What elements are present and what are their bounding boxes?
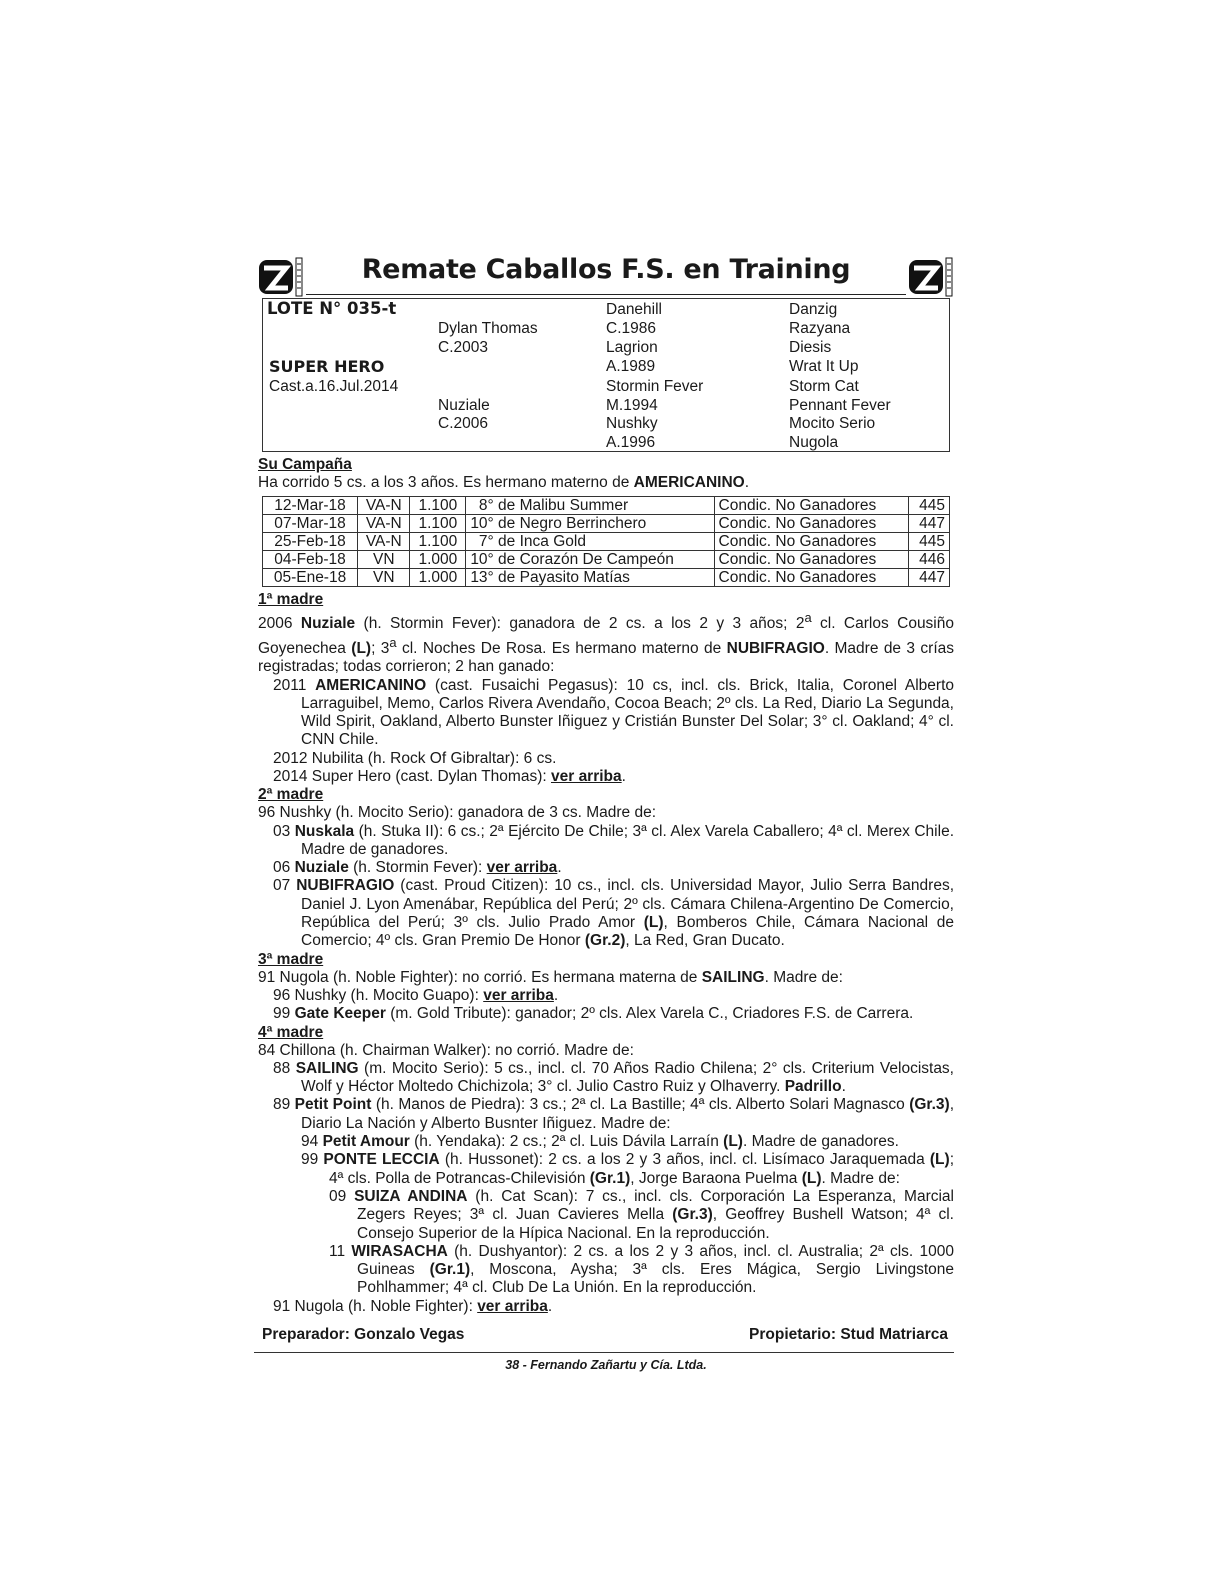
race-result: 13° de Payasito Matías [466, 569, 714, 587]
madre4-grand-offspring-1 [258, 1133, 954, 1151]
t: Padrillo [784, 1078, 842, 1096]
race-record-table [262, 496, 950, 587]
t: (Gr.2) [584, 932, 626, 950]
race-distance: 1.000 [410, 551, 466, 569]
t: 09 [329, 1187, 355, 1205]
t: (cast. Proud Citizen): 10 cs., incl. cls. Universidad Mayor, Julio Serra Bandres, Daniel J. Lyon Amenábar, República del Perú; 2º cls. Cámara Chilena-Argentino De Comercio, República del Perú; 3º cls. Julio Prado Amor [301, 877, 954, 932]
madre2-offspring-1 [258, 823, 954, 860]
t: (Gr.1) [589, 1169, 631, 1187]
race-distance: 1.100 [410, 515, 466, 533]
t: 91 Nugola (h. Noble Fighter): no corrió. Es hermana materna de [258, 968, 702, 986]
pedigree-gen2: M.1994 [606, 397, 658, 414]
t: (Gr.3) [909, 1096, 950, 1114]
madre1-paragraph [258, 609, 954, 676]
t: Petit Point [294, 1096, 372, 1114]
madre2-offspring-3 [258, 877, 954, 950]
t: , Diario La Nación y Alberto Busnter Iñiguez. Madre de: [301, 1096, 954, 1132]
t: Nuziale [300, 615, 356, 633]
propietario: Propietario: Stud Matriarca [749, 1326, 948, 1343]
race-track: VN [358, 569, 410, 587]
race-condition: Condic. No Ganadores [714, 533, 909, 551]
race-condition: Condic. No Ganadores [714, 515, 909, 533]
race-result: 7° de Inca Gold [466, 533, 714, 551]
t: ; 3 [371, 639, 390, 657]
race-row [263, 551, 950, 569]
t: 99 [301, 1151, 324, 1169]
t: . [547, 1297, 553, 1315]
race-result: 10° de Corazón De Campeón [466, 551, 714, 569]
dam-name: Nuziale [438, 397, 490, 414]
sire-name: Dylan Thomas [438, 320, 538, 337]
pedigree-gen2: Stormin Fever [606, 378, 704, 395]
t: SAILING [701, 968, 765, 986]
pedigree-gen3: Wrat It Up [789, 358, 859, 375]
pedigree-gen2: Danehill [606, 301, 663, 318]
t: 94 [301, 1133, 323, 1151]
footer-rule [254, 1352, 954, 1353]
preparador: Preparador: Gonzalo Vegas [262, 1326, 465, 1343]
madre2-offspring-2 [258, 859, 954, 877]
race-condition: Condic. No Ganadores [714, 551, 909, 569]
pedigree-gen2: C.1986 [606, 320, 656, 337]
t: 2014 Super Hero (cast. Dylan Thomas): [273, 767, 551, 785]
race-weight: 447 [909, 569, 950, 587]
section-heading-madre3: 3ª madre [258, 950, 324, 968]
page-title: Remate Caballos F.S. en Training [361, 254, 851, 285]
madre1-offspring-3 [258, 768, 954, 786]
race-date: 07-Mar-18 [263, 515, 358, 533]
pedigree-box [262, 298, 950, 452]
t: (L) [351, 639, 372, 657]
ver-arriba-link[interactable]: ver arriba [477, 1297, 548, 1315]
madre3-intro [258, 969, 954, 987]
race-result: 10° de Negro Berrinchero [466, 515, 714, 533]
t: (h. Yendaka): 2 cs.; 2ª cl. Luis Dávila Larraín [409, 1133, 724, 1151]
t: 06 [273, 859, 295, 877]
t: a [389, 634, 397, 650]
madre4-grand-offspring-2 [258, 1151, 954, 1188]
t: SUIZA ANDINA [354, 1187, 468, 1205]
section-heading-madre2: 2ª madre [258, 786, 324, 804]
pedigree-gen3: Danzig [789, 301, 838, 318]
t: 89 [273, 1096, 295, 1114]
ver-arriba-link[interactable]: ver arriba [550, 767, 622, 785]
race-weight: 445 [909, 533, 950, 551]
madre4-offspring-1 [258, 1060, 954, 1097]
t: . Madre de ganadores. [742, 1133, 899, 1151]
t: (h. Dushyantor): 2 cs. a los 2 y 3 años, incl. cl. Australia; 2ª cls. 1000 Guineas [357, 1242, 954, 1279]
t: ; 4ª cls. Polla de Potrancas-Chilevisión [329, 1151, 954, 1187]
t: . Madre de: [764, 968, 843, 986]
campana-summary-bold: AMERICANINO [633, 474, 745, 491]
t: 2011 [273, 676, 316, 694]
pedigree-gen2: A.1989 [606, 358, 656, 375]
t: 88 [273, 1059, 296, 1077]
t: , Moscona, Aysha; 3ª cls. Eres Mágica, Sergio Livingstone Pohlhammer; 4ª cl. Club De La Unión. En la reproducción. [357, 1261, 954, 1297]
t: . Madre de: [821, 1169, 900, 1187]
t: 03 [273, 822, 295, 840]
t: PONTE LECCIA [323, 1151, 440, 1169]
t: SAILING [295, 1059, 359, 1077]
t: NUBIFRAGIO [296, 877, 395, 895]
t: , La Red, Gran Ducato. [625, 932, 785, 950]
madre2-intro: 96 Nushky (h. Mocito Serio): ganadora de 3 cs. Madre de: [258, 804, 657, 822]
page-header [258, 252, 954, 298]
t: , Jorge Baraona Puelma [630, 1169, 802, 1187]
horse-info: Cast.a.16.Jul.2014 [269, 378, 399, 395]
t: (Gr.3) [672, 1206, 713, 1224]
t: (L) [929, 1151, 950, 1169]
race-condition: Condic. No Ganadores [714, 569, 909, 587]
race-row [263, 515, 950, 533]
t: AMERICANINO [315, 676, 427, 694]
ver-arriba-link[interactable]: ver arriba [483, 986, 554, 1004]
title-rule [306, 294, 906, 295]
race-date: 04-Feb-18 [263, 551, 358, 569]
madre4-offspring-3 [258, 1298, 954, 1316]
pedigree-gen3: Nugola [789, 434, 839, 451]
t: . [557, 859, 562, 877]
t: . [553, 986, 559, 1004]
page-footnote: 38 - Fernando Zañartu y Cía. Ltda. [505, 1358, 707, 1372]
race-weight: 447 [909, 515, 950, 533]
race-distance: 1.000 [410, 569, 466, 587]
madre3-offspring-2 [258, 1005, 954, 1023]
t: (h. Stormin Fever): ganadora de 2 cs. a los 2 y 3 años; 2 [355, 615, 805, 633]
madre3-offspring-1 [258, 987, 954, 1005]
dam-info: C.2006 [438, 415, 488, 432]
section-heading-madre1: 1ª madre [258, 591, 324, 609]
t: (h. Stormin Fever): [348, 859, 487, 877]
fz-logo-left [258, 256, 304, 298]
t: (m. Mocito Serio): 5 cs., incl. cl. 70 Años Radio Chilena; 2° cls. Criterium Velocistas, Wolf y Héctor Moltedo Chichizola; 3° cl. Julio Castro Ruiz y Olhaverry. [301, 1059, 954, 1096]
madre4-intro: 84 Chillona (h. Chairman Walker): no corrió. Madre de: [258, 1041, 634, 1059]
t: cl. Noches De Rosa. Es hermano materno de [396, 639, 727, 657]
race-track: VA-N [358, 533, 410, 551]
race-date: 12-Mar-18 [263, 497, 358, 515]
pedigree-gen2: Nushky [606, 415, 658, 432]
race-weight: 445 [909, 497, 950, 515]
campana-summary-end: . [744, 474, 750, 491]
pedigree-gen3: Diesis [789, 339, 832, 356]
race-distance: 1.100 [410, 497, 466, 515]
madre4-offspring-2 [258, 1096, 954, 1133]
madre4-great-offspring-2 [258, 1243, 954, 1298]
t: Nuziale [294, 859, 349, 877]
race-distance: 1.100 [410, 533, 466, 551]
race-date: 25-Feb-18 [263, 533, 358, 551]
t: (cast. Fusaichi Pegasus): 10 cs, incl. cls. Brick, Italia, Coronel Alberto Larraguibel, Memo, Carlos Rivera Avendaño, Cocoa Beach; 2º cls. La Red, Diario La Segunda, Wild Spirit, Oakland, Alberto Bunster Iñiguez y Cristián Bunster Del Solar; 3° cl. Oakland; 4° cl. CNN Chile. [301, 676, 955, 749]
t: 07 [273, 877, 297, 895]
campana-summary-text: Ha corrido 5 cs. a los 3 años. Es hermano materno de [258, 474, 634, 491]
t: 11 [329, 1242, 352, 1260]
t: (m. Gold Tribute): ganador; 2º cls. Alex Varela C., Criadores F.S. de Carrera. [385, 1005, 914, 1023]
t: 91 Nugola (h. Noble Fighter): [273, 1297, 478, 1315]
horse-name: SUPER HERO [269, 357, 385, 376]
footer-credits [258, 1326, 954, 1350]
fz-logo-right [908, 256, 954, 298]
madre4-great-offspring-1 [258, 1188, 954, 1243]
sire-info: C.2003 [438, 339, 488, 356]
t: . Madre de 3 crías registradas; todas corrieron; 2 han ganado: [258, 639, 955, 676]
t: (Gr.1) [429, 1261, 471, 1279]
race-condition: Condic. No Ganadores [714, 497, 909, 515]
t: a [804, 610, 812, 626]
t: 96 Nushky (h. Mocito Guapo): [273, 986, 484, 1004]
ver-arriba-link[interactable]: ver arriba [486, 859, 558, 877]
pedigree-gen3: Razyana [789, 320, 851, 337]
madre1-offspring-1 [258, 677, 954, 750]
t: (L) [643, 914, 664, 932]
t: , Geoffrey Bushell Watson; 4ª cl. Consejo Superior de la Hípica Nacional. En la reproducción. [357, 1206, 954, 1242]
t: NUBIFRAGIO [726, 639, 825, 657]
t: Petit Amour [322, 1133, 410, 1151]
section-heading-campana: Su Campaña [258, 456, 352, 473]
madre1-offspring-2: 2012 Nubilita (h. Rock Of Gibraltar): 6 cs. [273, 749, 557, 767]
campana-summary [258, 474, 954, 492]
t: (h. Manos de Piedra): 3 cs.; 2ª cl. La Bastille; 4ª cls. Alberto Solari Magnasco [371, 1096, 910, 1114]
lote-number: LOTE N° 035-t [267, 299, 397, 318]
t: 2006 [258, 615, 301, 633]
t: . [841, 1078, 846, 1096]
race-row [263, 497, 950, 515]
t: (L) [723, 1133, 743, 1151]
race-track: VA-N [358, 515, 410, 533]
t: 99 [273, 1005, 295, 1023]
t: (h. Hussonet): 2 cs. a los 2 y 3 años, incl. cl. Lisímaco Jaraquemada [439, 1151, 930, 1169]
pedigree-gen3: Pennant Fever [789, 397, 891, 414]
race-date: 05-Ene-18 [263, 569, 358, 587]
t: (h. Cat Scan): 7 cs., incl. cls. Corporación La Esperanza, Marcial Zegers Reyes; 3ª cl. Juan Cavieres Mella [357, 1187, 954, 1224]
t: , Bomberos Chile, Cámara Nacional de Comercio; 4º cls. Gran Premio De Honor [301, 914, 955, 950]
pedigree-gen2: Lagrion [606, 339, 658, 356]
race-weight: 446 [909, 551, 950, 569]
t: cl. Carlos Cousiño Goyenechea [258, 615, 954, 657]
t: (h. Stuka II): 6 cs.; 2ª Ejército De Chile; 3ª cl. Alex Varela Caballero; 4ª cl. Merex Chile. Madre de ganadores. [301, 822, 954, 858]
race-track: VN [358, 551, 410, 569]
section-heading-madre4: 4ª madre [258, 1023, 324, 1041]
t: WIRASACHA [351, 1242, 448, 1260]
race-track: VA-N [358, 497, 410, 515]
t: . [621, 767, 626, 785]
pedigree-gen3: Mocito Serio [789, 415, 876, 432]
race-row [263, 569, 950, 587]
race-row [263, 533, 950, 551]
t: (L) [801, 1169, 822, 1187]
pedigree-gen3: Storm Cat [789, 378, 859, 395]
t: Nuskala [294, 822, 355, 840]
catalog-page [258, 252, 954, 1372]
pedigree-gen2: A.1996 [606, 434, 656, 451]
t: Gate Keeper [294, 1005, 386, 1023]
race-result: 8° de Malibu Summer [466, 497, 714, 515]
